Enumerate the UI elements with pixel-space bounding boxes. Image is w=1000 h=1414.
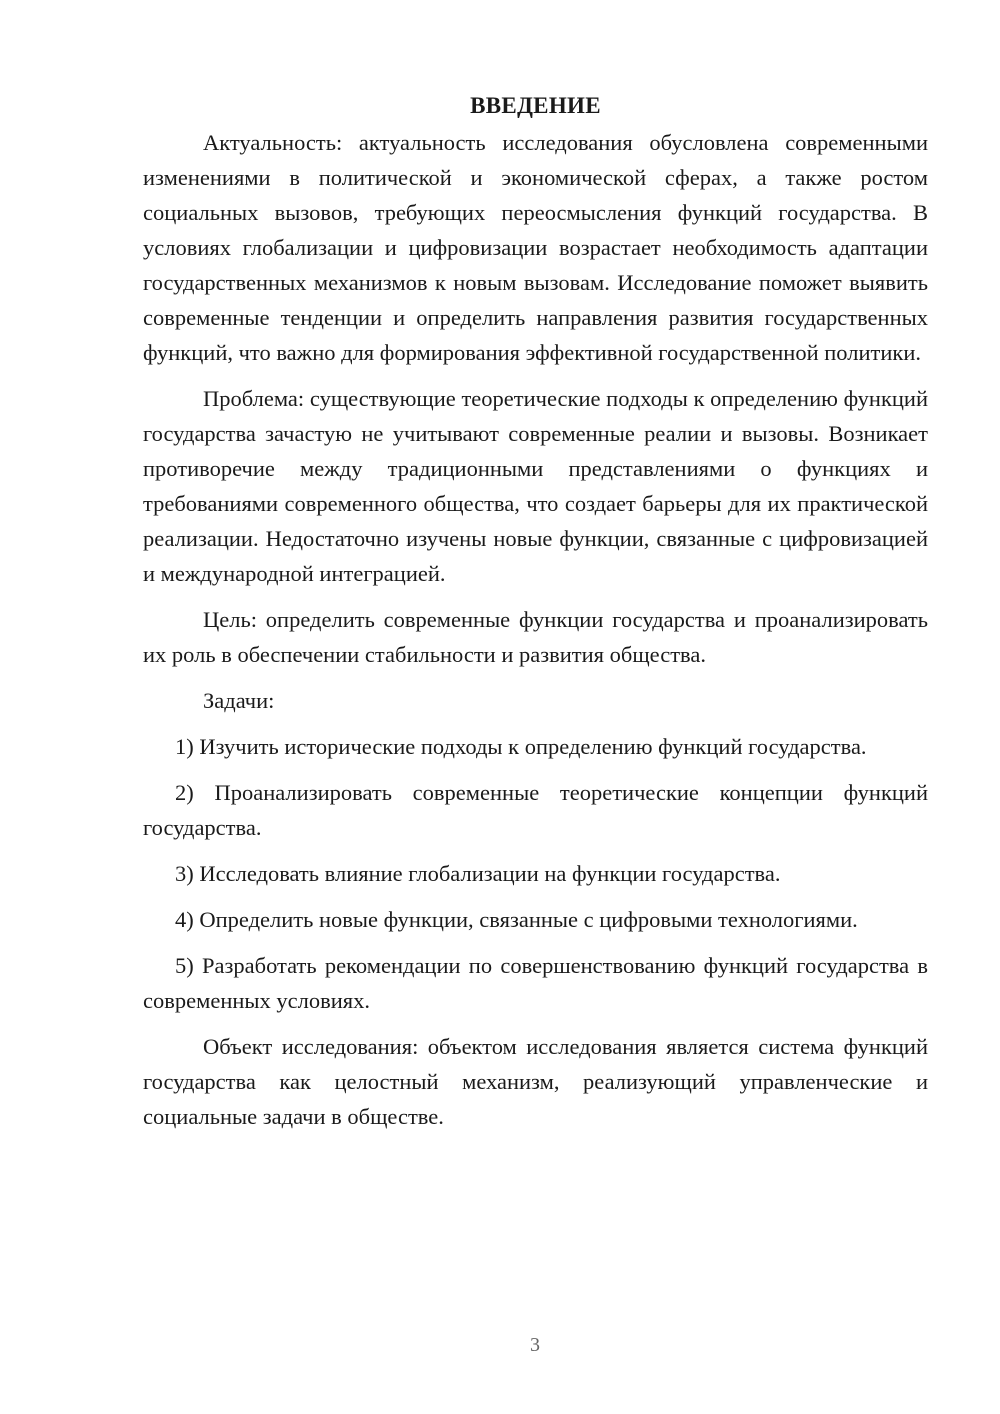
task-item-4: 4) Определить новые функции, связанные с цифровыми технологиями. [175,907,858,932]
problem-paragraph: Проблема: существующие теоретические подходы к определению функций государства зачастую не учитывают современные реалии и вызовы. Возникает противоречие между традиционными представлениями о функциях и требованиями современного общества, что создает барьеры для их практической реализации. Недостаточно изучены новые функции, связанные с цифровизацией и международной интеграцией. [143,386,928,586]
task-item-1: 1) Изучить исторические подходы к определению функций государства. [175,734,867,759]
goal-paragraph: Цель: определить современные функции государства и проанализировать их роль в обеспечении стабильности и развития общества. [143,607,928,667]
object-paragraph: Объект исследования: объектом исследования является система функций государства как целостный механизм, реализующий управленческие и социальные задачи в обществе. [143,1034,928,1129]
document-page [143,88,928,1145]
task-item-2: 2) Проанализировать современные теоретические концепции функций государства. [143,780,928,840]
relevance-paragraph: Актуальность: актуальность исследования обусловлена современными изменениями в политической и экономической сферах, а также ростом социальных вызовов, требующих переосмысления функций государства. В условиях глобализации и цифровизации возрастает необходимость адаптации государственных механизмов к новым вызовам. Исследование поможет выявить современные тенденции и определить направления развития государственных функций, что важно для формирования эффективной государственной политики. [143,130,928,365]
page-number: 3 [530,1334,540,1356]
tasks-heading: Задачи: [203,688,275,713]
task-item-5: 5) Разработать рекомендации по совершенствованию функций государства в современных условиях. [143,953,928,1013]
task-item-3: 3) Исследовать влияние глобализации на функции государства. [175,861,781,886]
section-title: ВВЕДЕНИЕ [470,93,601,118]
